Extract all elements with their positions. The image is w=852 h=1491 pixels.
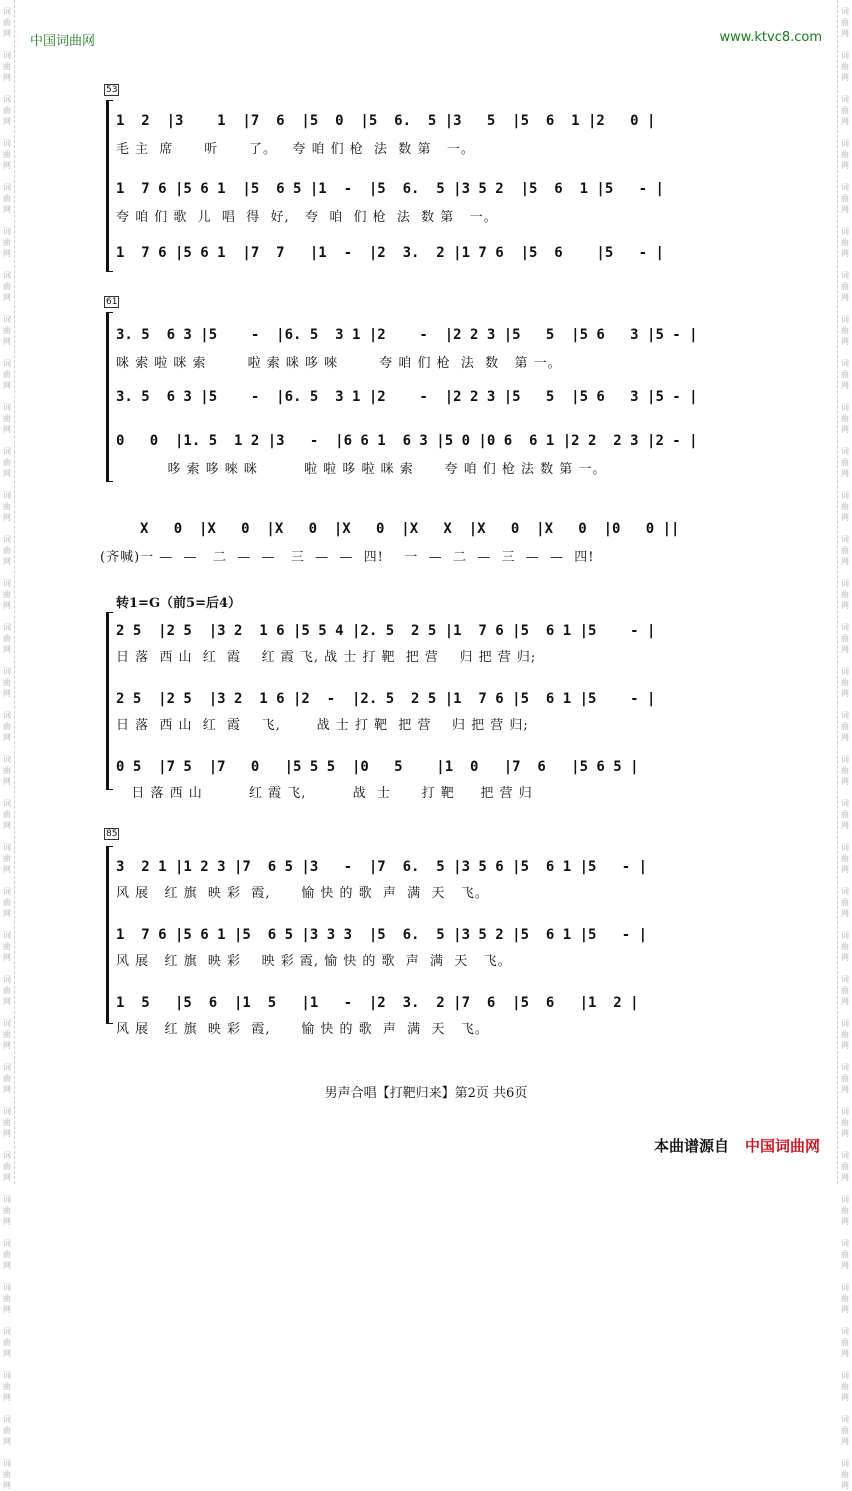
score-row: 3. 5 6 3 |5 - |6. 5 3 1 |2 - |2 2 3 |5 5 |5 6 3 |5 - | bbox=[116, 327, 698, 343]
system-brace bbox=[106, 100, 113, 272]
site-name-header[interactable]: 中国词曲网 bbox=[30, 34, 96, 49]
score-row: X 0 |X 0 |X 0 |X 0 |X X |X 0 |X 0 |0 0 || bbox=[140, 521, 680, 537]
score-row: 1 7 6 |5 6 1 |7 7 |1 - |2 3. 2 |1 7 6 |5 6 |5 - | bbox=[116, 245, 664, 261]
source-credit[interactable] bbox=[654, 1135, 820, 1156]
score-row: 0 5 |7 5 |7 0 |5 5 5 |0 5 |1 0 |7 6 |5 6 5 | bbox=[116, 759, 639, 775]
lyric-line: (齐喊)一 — — 二 — — 三 — — 四! 一 — 二 — 三 — — 四! bbox=[100, 550, 595, 565]
lyric-line: 日 落 西 山 红 霞 飞, 战 士 打 靶 把 营 归 把 营 归; bbox=[116, 718, 529, 733]
right-watermark-strip: 词 曲 网 词 曲 网 词 曲 网 词 曲 网 词 曲 网 词 曲 网 词 曲 网 词 曲 网 词 曲 网 词 曲 网 词 曲 网 词 曲 网 词 曲 网 词 曲 网 词 曲 网 词 曲 网 词 曲 网 词 曲 网 词 曲 网 词 曲 网 词 曲 网 词 曲 网 词 曲 网 词 曲 网 词 曲 网 词 曲 网 词 曲 网 词 曲 网 词 曲 网 词 曲 网 词 曲 网 词 曲 网 词 曲 网 词 曲 网 bbox=[837, 0, 852, 1184]
left-watermark-strip: 词 曲 网 词 曲 网 词 曲 网 词 曲 网 词 曲 网 词 曲 网 词 曲 网 词 曲 网 词 曲 网 词 曲 网 词 曲 网 词 曲 网 词 曲 网 词 曲 网 词 曲 网 词 曲 网 词 曲 网 词 曲 网 词 曲 网 词 曲 网 词 曲 网 词 曲 网 词 曲 网 词 曲 网 词 曲 网 词 曲 网 词 曲 网 词 曲 网 词 曲 网 词 曲 网 词 曲 网 词 曲 网 词 曲 网 词 曲 网 bbox=[0, 0, 15, 1184]
lyric-line: 风 展 红 旗 映 彩 映 彩 霞, 愉 快 的 歌 声 满 天 飞。 bbox=[116, 954, 512, 969]
source-site[interactable]: 中国词曲网 bbox=[744, 1137, 820, 1155]
score-row: 1 2 |3 1 |7 6 |5 0 |5 6. 5 |3 5 |5 6 1 |2 0 | bbox=[116, 113, 656, 129]
lyric-line: 毛 主 席 听 了。 夸 咱 们 枪 法 数 第 一。 bbox=[116, 142, 475, 157]
score-row: 3 2 1 |1 2 3 |7 6 5 |3 - |7 6. 5 |3 5 6 |5 6 1 |5 - | bbox=[116, 859, 648, 875]
system-brace bbox=[106, 312, 113, 482]
score-row: 1 7 6 |5 6 1 |5 6 5 |3 3 3 |5 6. 5 |3 5 2 |5 6 1 |5 - | bbox=[116, 927, 648, 943]
page-footer: 男声合唱【打靶归来】第2页 共6页 bbox=[324, 1086, 528, 1101]
lyric-line: 咪 索 啦 咪 索 啦 索 咪 哆 唻 夸 咱 们 枪 法 数 第 一。 bbox=[116, 356, 562, 371]
score-row: 2 5 |2 5 |3 2 1 6 |2 - |2. 5 2 5 |1 7 6 |5 6 1 |5 - | bbox=[116, 691, 656, 707]
score-row: 2 5 |2 5 |3 2 1 6 |5 5 4 |2. 5 2 5 |1 7 6 |5 6 1 |5 - | bbox=[116, 623, 656, 639]
lyric-line: 夸 咱 们 歌 儿 唱 得 好, 夸 咱 们 枪 法 数 第 一。 bbox=[116, 210, 498, 225]
source-label: 本曲谱源自 bbox=[653, 1137, 729, 1155]
lyric-line: 日 落 西 山 红 霞 红 霞 飞, 战 士 打 靶 把 营 归 把 营 归; bbox=[116, 650, 537, 665]
system-brace bbox=[106, 846, 113, 1024]
lyric-line: 风 展 红 旗 映 彩 霞, 愉 快 的 歌 声 满 天 飞。 bbox=[116, 1022, 489, 1037]
measure-number: 85 bbox=[106, 829, 118, 839]
lyric-line: 哆 索 哆 唻 咪 啦 啦 哆 啦 咪 索 夸 咱 们 枪 法 数 第 一。 bbox=[116, 462, 607, 477]
measure-number: 61 bbox=[106, 297, 118, 307]
lyric-line: 日 落 西 山 红 霞 飞, 战 士 打 靶 把 营 归 bbox=[116, 786, 533, 801]
measure-number: 53 bbox=[106, 85, 118, 95]
lyric-line: 风 展 红 旗 映 彩 霞, 愉 快 的 歌 声 满 天 飞。 bbox=[116, 886, 489, 901]
score-row: 0 0 |1. 5 1 2 |3 - |6 6 1 6 3 |5 0 |0 6 6 1 |2 2 2 3 |2 - | bbox=[116, 433, 698, 449]
score-row: 1 7 6 |5 6 1 |5 6 5 |1 - |5 6. 5 |3 5 2 |5 6 1 |5 - | bbox=[116, 181, 664, 197]
site-url-header[interactable]: www.ktvc8.com bbox=[719, 30, 822, 45]
score-row: 1 5 |5 6 |1 5 |1 - |2 3. 2 |7 6 |5 6 |1 2 | bbox=[116, 995, 639, 1011]
score-row: 3. 5 6 3 |5 - |6. 5 3 1 |2 - |2 2 3 |5 5 |5 6 3 |5 - | bbox=[116, 389, 698, 405]
system-brace bbox=[106, 612, 113, 790]
key-change: 转1=G（前5=后4） bbox=[116, 596, 242, 611]
